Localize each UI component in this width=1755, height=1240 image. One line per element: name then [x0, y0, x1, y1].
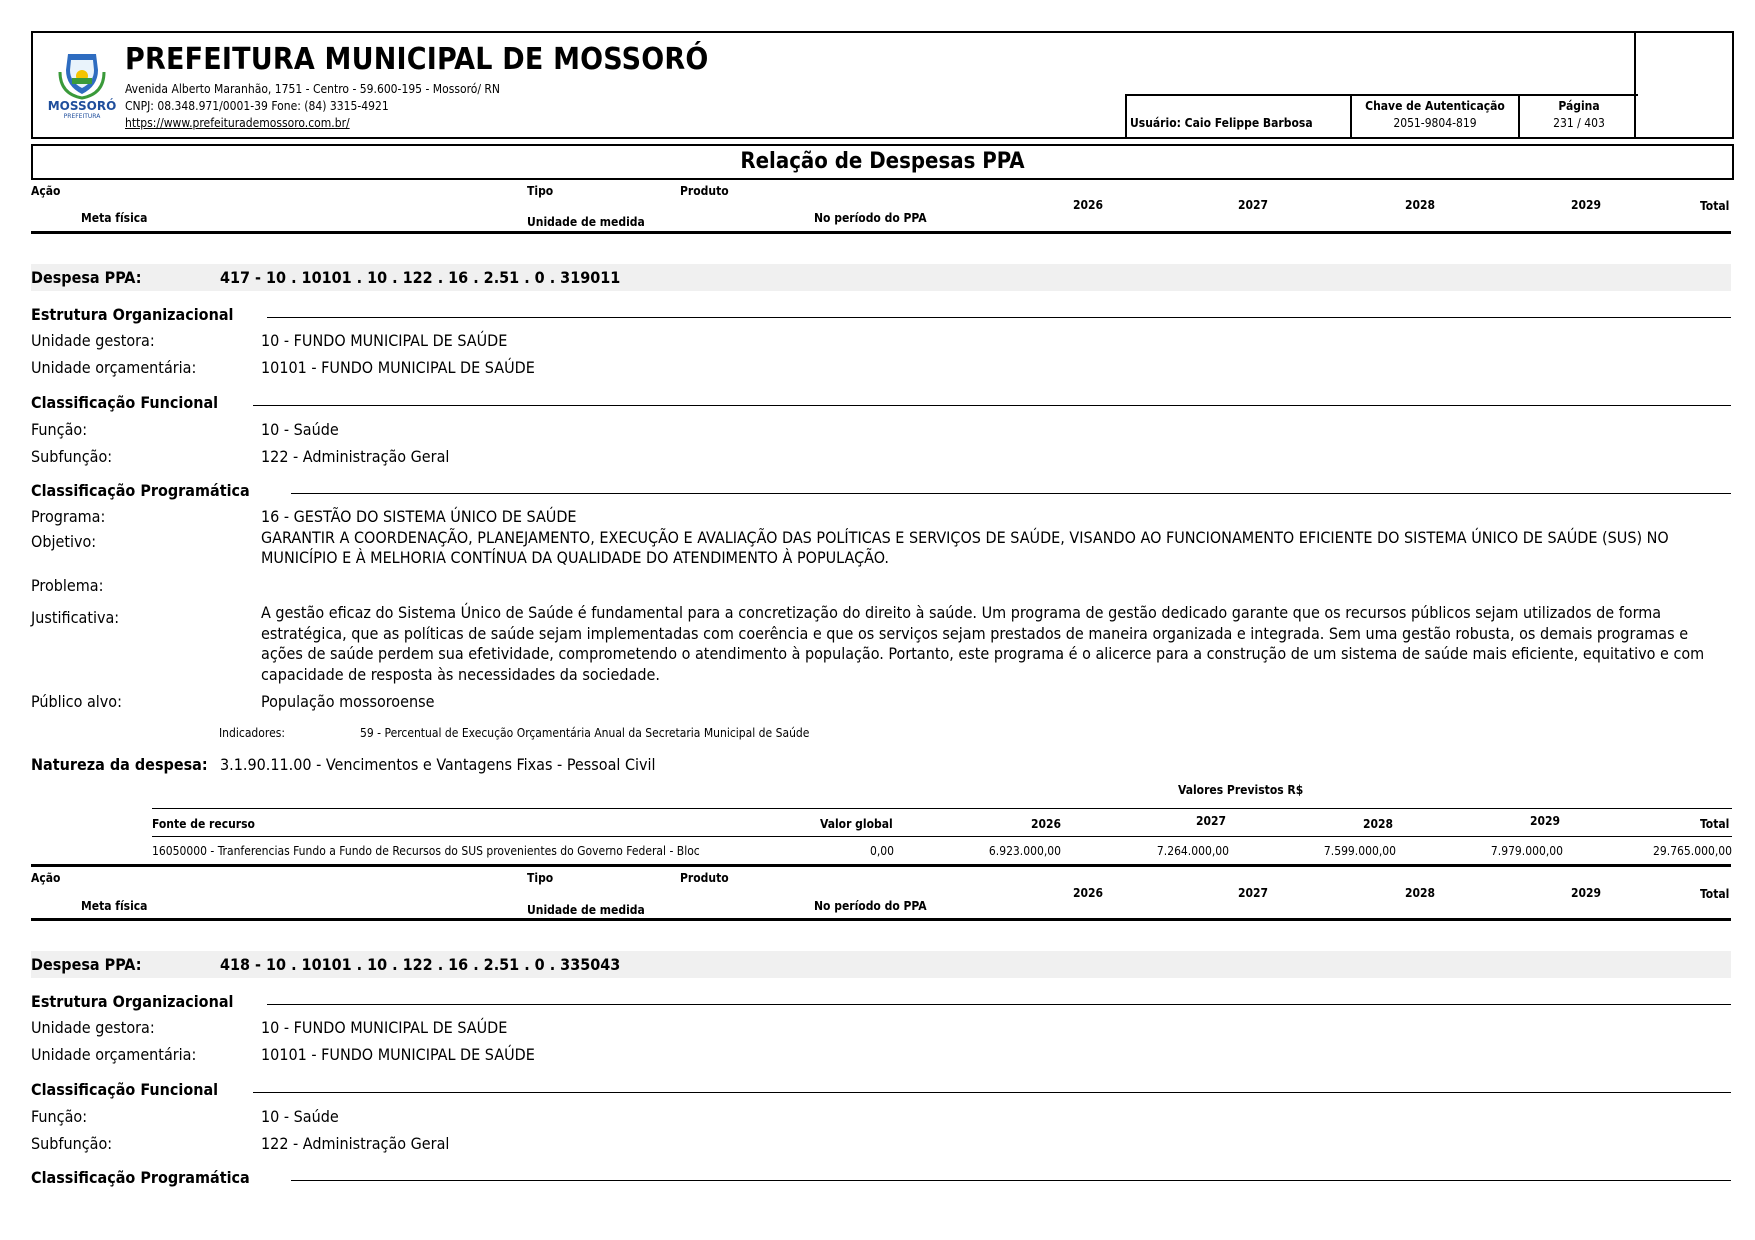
- col-meta-fisica: Meta física: [81, 211, 148, 225]
- subfuncao-label: Subfunção:: [31, 447, 113, 466]
- cell-total: 29.765.000,00: [1653, 844, 1732, 858]
- section-class-funcional: Classificação Funcional: [31, 1080, 219, 1099]
- col-tipo: Tipo: [527, 184, 554, 198]
- org-contact: CNPJ: 08.348.971/0001-39 Fone: (84) 3315-4921: [125, 99, 389, 113]
- page-label: Página: [1558, 99, 1600, 113]
- org-website-link[interactable]: https://www.prefeiturademossoro.com.br/: [125, 116, 350, 130]
- cell-2029: 7.979.000,00: [1490, 844, 1563, 858]
- unidade-orcamentaria-value: 10101 - FUNDO MUNICIPAL DE SAÚDE: [261, 1045, 535, 1064]
- despesa-code: 418 - 10 . 10101 . 10 . 122 . 16 . 2.51 . 0 . 335043: [220, 955, 621, 974]
- auth-key-label: Chave de Autenticação: [1365, 99, 1505, 113]
- org-address: Avenida Alberto Maranhão, 1751 - Centro - 59.600-195 - Mossoró/ RN: [125, 82, 500, 96]
- col-unidade-medida: Unidade de medida: [527, 215, 645, 229]
- section-class-programatica: Classificação Programática: [31, 481, 250, 500]
- table-top-rule: [152, 808, 1732, 809]
- unidade-orcamentaria-label: Unidade orçamentária:: [31, 1045, 197, 1064]
- th-valor-global: Valor global: [820, 817, 893, 831]
- col-produto: Produto: [680, 184, 729, 198]
- despesa-band: [31, 951, 1731, 978]
- report-title: Relação de Despesas PPA: [740, 149, 1025, 174]
- table-bottom-rule: [31, 864, 1731, 867]
- subfuncao-value: 122 - Administração Geral: [261, 1134, 450, 1153]
- unidade-gestora-label: Unidade gestora:: [31, 1018, 155, 1037]
- natureza-label: Natureza da despesa:: [31, 755, 208, 774]
- natureza-value: 3.1.90.11.00 - Vencimentos e Vantagens Fixas - Pessoal Civil: [220, 755, 656, 774]
- auth-key-value: 2051-9804-819: [1393, 116, 1477, 130]
- col-2029: 2029: [1571, 198, 1602, 212]
- col-unidade-medida: Unidade de medida: [527, 903, 645, 917]
- section-class-funcional: Classificação Funcional: [31, 393, 219, 412]
- despesa-band: [31, 264, 1731, 291]
- section-rule: [291, 493, 1731, 494]
- indicadores-label: Indicadores:: [219, 726, 285, 740]
- prefeitura-logo: [44, 50, 120, 120]
- justificativa-label: Justificativa:: [31, 608, 120, 627]
- unidade-gestora-value: 10 - FUNDO MUNICIPAL DE SAÚDE: [261, 331, 508, 350]
- svg-text:PREFEITURA: PREFEITURA: [63, 113, 101, 120]
- despesa-code: 417 - 10 . 10101 . 10 . 122 . 16 . 2.51 . 0 . 319011: [220, 268, 621, 287]
- col-2027: 2027: [1238, 198, 1269, 212]
- col-2029: 2029: [1571, 886, 1602, 900]
- user-cell: [1127, 96, 1352, 137]
- section-estrutura: Estrutura Organizacional: [31, 992, 234, 1011]
- cell-2028: 7.599.000,00: [1323, 844, 1396, 858]
- col-2026: 2026: [1073, 886, 1104, 900]
- programa-label: Programa:: [31, 507, 106, 526]
- col-2028: 2028: [1405, 886, 1436, 900]
- page-cell: [1520, 96, 1638, 137]
- funcao-label: Função:: [31, 1107, 88, 1126]
- header-rule: [31, 918, 1731, 921]
- th-2029: 2029: [1530, 814, 1561, 828]
- cell-fonte: 16050000 - Tranferencias Fundo a Fundo de Recursos do SUS provenientes do Governo Federal - Bloc: [152, 844, 700, 858]
- col-periodo: No período do PPA: [814, 211, 927, 225]
- unidade-orcamentaria-label: Unidade orçamentária:: [31, 358, 197, 377]
- th-2027: 2027: [1196, 814, 1227, 828]
- user-info-box: [1125, 94, 1638, 137]
- funcao-value: 10 - Saúde: [261, 1107, 339, 1126]
- section-rule: [267, 317, 1731, 318]
- section-class-programatica: Classificação Programática: [31, 1168, 250, 1187]
- despesa-label: Despesa PPA:: [31, 955, 142, 974]
- col-total: Total: [1700, 887, 1730, 901]
- col-acao: Ação: [31, 871, 61, 885]
- th-2026: 2026: [1031, 817, 1062, 831]
- table-header-rule: [152, 836, 1732, 837]
- cell-2027: 7.264.000,00: [1156, 844, 1229, 858]
- section-rule: [253, 1092, 1731, 1093]
- th-fonte-recurso: Fonte de recurso: [152, 817, 255, 831]
- col-produto: Produto: [680, 871, 729, 885]
- publico-alvo-label: Público alvo:: [31, 692, 122, 711]
- section-rule: [253, 405, 1731, 406]
- unidade-gestora-value: 10 - FUNDO MUNICIPAL DE SAÚDE: [261, 1018, 508, 1037]
- indicadores-value: 59 - Percentual de Execução Orçamentária Anual da Secretaria Municipal de Saúde: [360, 726, 810, 740]
- programa-value: 16 - GESTÃO DO SISTEMA ÚNICO DE SAÚDE: [261, 507, 577, 526]
- justificativa-value: A gestão eficaz do Sistema Único de Saúde é fundamental para a concretização do direito à saúde. Um programa de gestão dedicado garante que os recursos públicos sejam utilizados de forma estratégica, que as políticas de saúde sejam implementadas com coerência e que os serviços sejam prestados de maneira organizada e integrada. Sem uma gestão robusta, os demais programas e ações de saúde perdem sua efetividade, comprometendo o atendimento à população. Portanto, este programa é o alicerce para a construção de um sistema de saúde mais eficiente, equitativo e com capacidade de resposta às necessidades da sociedade.: [261, 603, 1705, 684]
- svg-text:MOSSORÓ: MOSSORÓ: [47, 99, 117, 113]
- objetivo-value: GARANTIR A COORDENAÇÃO, PLANEJAMENTO, EXECUÇÃO E AVALIAÇÃO DAS POLÍTICAS E SERVIÇOS DE SAÚDE, VISANDO AO FUNCIONAMENTO EFICIENTE DO SISTEMA ÚNICO DE SAÚDE (SUS) NO MUNICÍPIO E À MELHORIA CONTÍNUA DA QUALIDADE DO ATENDIMENTO À POPULAÇÃO.: [261, 528, 1669, 567]
- report-title-box: [31, 144, 1734, 180]
- problema-label: Problema:: [31, 576, 104, 595]
- col-periodo: No período do PPA: [814, 899, 927, 913]
- funcao-label: Função:: [31, 420, 88, 439]
- subfuncao-value: 122 - Administração Geral: [261, 447, 450, 466]
- cell-2026: 6.923.000,00: [988, 844, 1061, 858]
- th-total: Total: [1700, 817, 1730, 831]
- col-acao: Ação: [31, 184, 61, 198]
- subfuncao-label: Subfunção:: [31, 1134, 113, 1153]
- org-name: PREFEITURA MUNICIPAL DE MOSSORÓ: [125, 42, 709, 77]
- objetivo-label: Objetivo:: [31, 532, 97, 551]
- section-rule: [267, 1004, 1731, 1005]
- col-tipo: Tipo: [527, 871, 554, 885]
- coat-of-arms-icon: [44, 50, 120, 120]
- despesa-label: Despesa PPA:: [31, 268, 142, 287]
- unidade-gestora-label: Unidade gestora:: [31, 331, 155, 350]
- section-rule: [291, 1180, 1731, 1181]
- col-2026: 2026: [1073, 198, 1104, 212]
- publico-alvo-value: População mossoroense: [261, 692, 435, 711]
- header-rule: [31, 231, 1731, 234]
- col-2027: 2027: [1238, 886, 1269, 900]
- col-total: Total: [1700, 199, 1730, 213]
- col-meta-fisica: Meta física: [81, 899, 148, 913]
- section-estrutura: Estrutura Organizacional: [31, 305, 234, 324]
- auth-key-cell: [1352, 96, 1520, 137]
- cell-valor-global: 0,00: [869, 844, 894, 858]
- th-2028: 2028: [1363, 817, 1394, 831]
- user-label: Usuário: Caio Felippe Barbosa: [1130, 116, 1313, 130]
- col-2028: 2028: [1405, 198, 1436, 212]
- page-value: 231 / 403: [1553, 116, 1605, 130]
- funcao-value: 10 - Saúde: [261, 420, 339, 439]
- valores-previstos-heading: Valores Previstos R$: [1178, 783, 1304, 797]
- unidade-orcamentaria-value: 10101 - FUNDO MUNICIPAL DE SAÚDE: [261, 358, 535, 377]
